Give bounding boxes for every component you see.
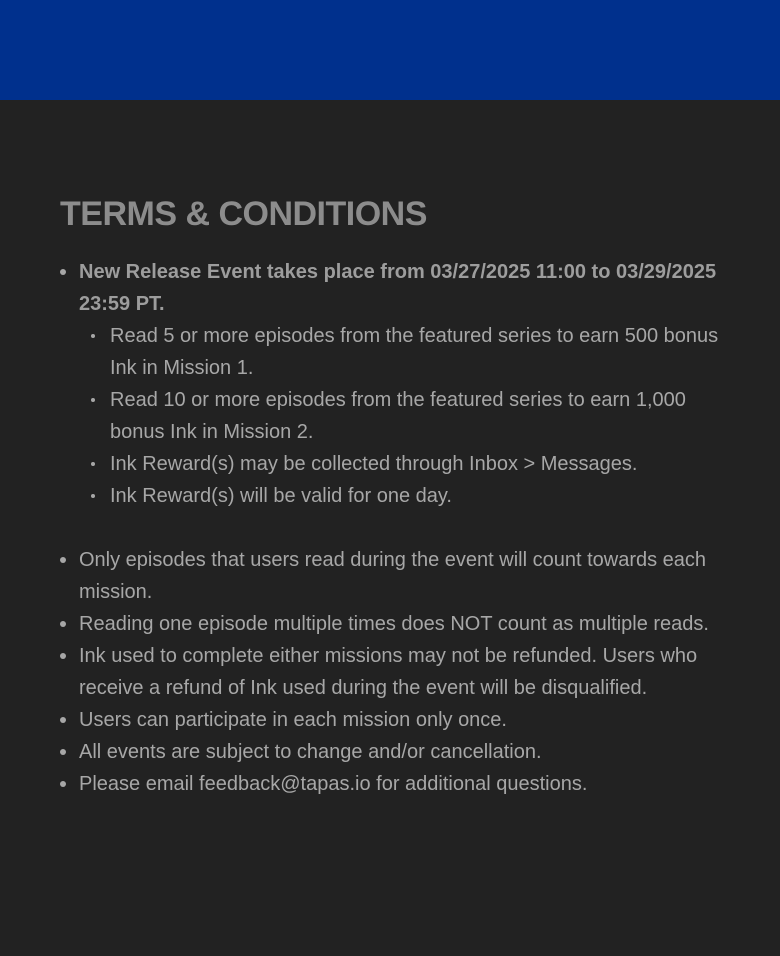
terms-lead-item xyxy=(60,256,720,512)
terms-item: Only episodes that users read during the event will count towards each mission. xyxy=(60,544,720,608)
terms-item: Reading one episode multiple times does NOT count as multiple reads. xyxy=(60,608,720,640)
terms-list xyxy=(60,256,720,800)
top-banner xyxy=(0,0,780,100)
terms-item: All events are subject to change and/or cancellation. xyxy=(60,736,720,768)
terms-item: Users can participate in each mission only once. xyxy=(60,704,720,736)
terms-lead-text: New Release Event takes place from 03/27/2025 11:00 to 03/29/2025 23:59 PT. xyxy=(79,261,717,315)
terms-sub-item: Read 10 or more episodes from the featured series to earn 1,000 bonus Ink in Mission 2. xyxy=(79,384,720,448)
terms-item: Ink used to complete either missions may not be refunded. Users who receive a refund of Ink used during the event will be disqualified. xyxy=(60,640,720,704)
terms-sub-item: Ink Reward(s) may be collected through Inbox > Messages. xyxy=(79,448,720,480)
terms-sub-item: Ink Reward(s) will be valid for one day. xyxy=(79,480,720,512)
section-title: TERMS & CONDITIONS xyxy=(60,195,427,233)
terms-item-contact: Please email feedback@tapas.io for additional questions. xyxy=(60,768,720,800)
terms-sub-list xyxy=(79,320,720,512)
terms-sub-item: Read 5 or more episodes from the featured series to earn 500 bonus Ink in Mission 1. xyxy=(79,320,720,384)
list-spacer xyxy=(60,512,720,544)
